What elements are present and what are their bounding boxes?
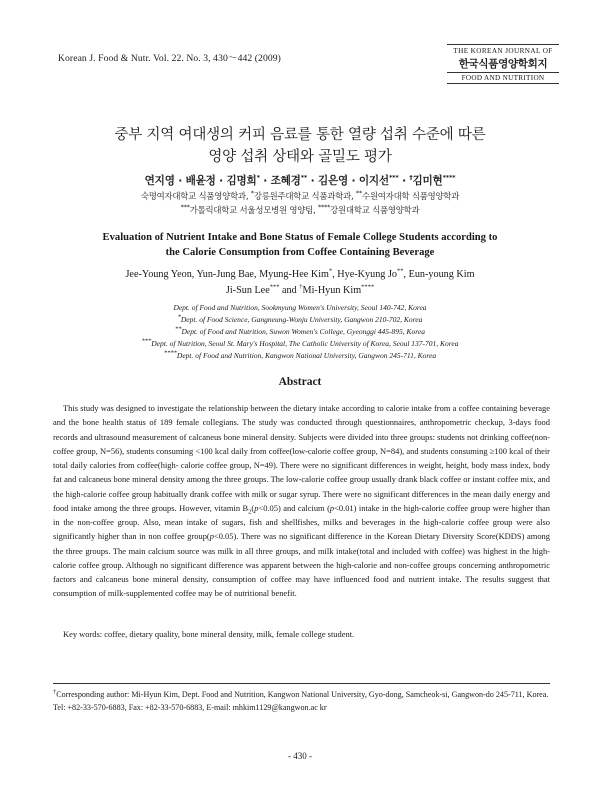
affiliation-mark: ****	[442, 173, 456, 182]
p-value-symbol: p	[254, 502, 259, 513]
affiliation-mark: ***	[388, 173, 399, 182]
affiliation-mark: *	[177, 313, 181, 321]
english-author: Mi-Hyun Kim	[302, 285, 362, 296]
affiliation-text: Dept. of Food and Nutrition, Suwon Women's College, Gyeonggi 445-895, Korea	[181, 327, 426, 336]
affiliation-mark: ****	[317, 203, 331, 212]
journal-name-ko: 한국식품영양학회지	[458, 58, 548, 70]
korean-author: 김미현	[412, 175, 443, 187]
korean-author: 연지영	[144, 175, 175, 187]
corresponding-mark: †	[409, 173, 413, 182]
masthead-bottom-rule	[447, 83, 559, 84]
affiliation-text: Dept. of Food and Nutrition, Sookmyung Women's University, Seoul 140-742, Korea	[173, 303, 427, 312]
affiliation-mark: *	[328, 267, 333, 275]
english-authors-line-1	[40, 269, 560, 280]
affiliation-text: Dept. of Nutrition, Seoul St. Mary's Hospital, The Catholic University of Korea, Seoul 137-701, Korea	[151, 339, 459, 348]
korean-author: 배윤정	[185, 175, 216, 187]
korean-title-line-2: 영양 섭취 상태와 골밀도 평가	[208, 149, 392, 165]
english-author: Ji-Sun Lee	[225, 285, 270, 296]
abstract-text: <0.05) and calcium (	[258, 502, 330, 513]
separator: ,	[332, 269, 335, 280]
korean-author: 김명희	[226, 175, 257, 187]
affiliation-mark: *	[250, 189, 254, 198]
english-author: Myung-Hee Kim	[259, 269, 329, 280]
affiliation-mark: ***	[141, 337, 152, 345]
korean-affiliation: 강릉원주대학교 식품과학과,	[253, 191, 354, 201]
affiliation-mark: ***	[180, 203, 190, 212]
abstract-text: This study was designed to investigate the relationship between the dietary intake according to calorie intake from a coffee containing beverage and the bone health status of 189 female collegians. The study was conducted through questionnaires, anthropometric checkup, 3-days food records and ultrasound measurement of calcaneus bone mineral density. Subjects were divided into three groups: students not drinking coffee(non-coffee group, N=56), students consuming <100 kcal daily from coffee(low-calorie coffee group, N=84), and students consuming ≥100 kcal of their total daily calories from coffee(high- calorie coffee group, N=49). There were no significant differences in weight, height, body mass index, body fat and calcaneus bone mineral density among the three groups. The low-calorie coffee group usually drank black coffee or instant coffee mix, and the high-calorie coffee group habitually drank coffee with milk or sugar syrup. There were no significant differences in the mean daily energy and food intake among the three groups. However, vitamin B	[53, 403, 550, 513]
english-affiliation	[40, 315, 560, 324]
korean-affiliation: 숙명여자대학교 식품영양학과,	[140, 191, 249, 201]
english-affiliation	[40, 339, 560, 348]
korean-affiliation: 수원여자대학 식품영양학과	[362, 191, 460, 201]
korean-affiliations-line-2	[40, 204, 560, 216]
english-affiliation	[40, 327, 560, 336]
korean-title-line-1: 중부 지역 여대생의 커피 음료를 통한 열량 섭취 수준에 따른	[114, 127, 486, 143]
keywords: Key words: coffee, dietary quality, bone mineral density, milk, female college student.	[63, 629, 355, 639]
separator: ·	[259, 175, 271, 187]
p-value-symbol: p	[329, 502, 335, 513]
english-author: Jee-Young Yeon,	[125, 269, 195, 280]
korean-author: 김은영	[317, 175, 349, 187]
english-authors-line-2	[40, 285, 560, 296]
journal-masthead	[447, 44, 559, 84]
corresponding-author-footnote	[53, 688, 550, 714]
abstract-text: <0.05). There was no significant difference in the Korean Dietary Diversity Score(KDDS) among the three groups. The main calcium source was milk in all three groups, and milk intake(total and included with coffee) was highest in the high-calorie coffee group. Although no significant difference was apparent between the high-calorie and non-coffee groups concerning anthropometric factors and calcaneus bone mineral density, consumption of coffee may have influenced food and nutrient intake. The results suggest that consumption of milk-supplemented coffee may be of nutritional benefit.	[53, 531, 550, 599]
journal-name-en-top: THE KOREAN JOURNAL OF	[453, 47, 553, 55]
footnote-rule	[53, 683, 550, 684]
korean-author: 이지선	[358, 175, 389, 187]
separator: ·	[174, 175, 186, 187]
affiliation-text: Dept. of Food and Nutrition, Kangwon National University, Gangwon 245-711, Korea	[176, 351, 437, 360]
affiliation-mark: **	[174, 325, 182, 333]
english-author: Yun-Jung Bae,	[196, 269, 257, 280]
separator: ·	[307, 175, 318, 187]
affiliation-mark: **	[355, 189, 363, 198]
separator: ,	[403, 269, 407, 280]
english-affiliation	[40, 351, 560, 360]
affiliation-mark: ****	[361, 283, 375, 291]
journal-name-en-bottom: FOOD AND NUTRITION	[461, 74, 545, 82]
separator: ·	[348, 175, 359, 187]
korean-affiliations-line-1	[40, 190, 560, 202]
separator: ·	[215, 175, 227, 187]
english-author: Hye-Kyung Jo	[337, 269, 397, 280]
abstract-heading: Abstract	[278, 376, 322, 388]
english-affiliation	[40, 303, 560, 312]
page-number: - 430 -	[288, 751, 312, 761]
affiliation-text: Dept. of Food Science, Gangneung-Wonju University, Gangwon 210-702, Korea	[180, 315, 423, 324]
korean-affiliation: 가톨릭대학교 서울성모병원 영양팀,	[189, 205, 316, 215]
corresponding-mark: †	[299, 283, 303, 291]
separator: ·	[398, 175, 410, 187]
korean-author-list	[40, 173, 560, 188]
english-title-line-2: the Calorie Consumption from Coffee Containing Beverage	[165, 247, 435, 258]
abstract-body	[53, 401, 550, 601]
korean-author: 조혜경	[270, 175, 301, 187]
corresponding-mark: †	[53, 688, 57, 696]
affiliation-mark: ***	[269, 283, 280, 291]
abstract-text: (	[251, 502, 255, 513]
korean-affiliation: 강원대학교 식품영양학과	[330, 205, 420, 215]
english-title-line-1: Evaluation of Nutrient Intake and Bone Status of Female College Students according to	[102, 232, 498, 243]
subscript: 2	[248, 508, 252, 516]
footnote-text: Corresponding author: Mi-Hyun Kim, Dept. Food and Nutrition, Kangwon National University, Gyo-dong, Samcheok-si, Gangwon-do 245-711, Korea. Tel: +82-33-570-6883, Fax: +82-33-570-6883, E-mail: mhkim1129@kangwon.ac kr	[53, 690, 549, 712]
affiliation-mark: *	[256, 173, 260, 182]
english-author: Eun-young Kim	[408, 269, 475, 280]
affiliation-mark: **	[397, 267, 404, 275]
affiliation-mark: **	[300, 173, 308, 182]
journal-citation: Korean J. Food & Nutr. Vol. 22. No. 3, 430～442 (2009)	[58, 53, 281, 64]
p-value-symbol: p	[209, 531, 214, 542]
abstract-text: <0.01) intake in the high-calorie coffee group were higher than in the non-coffee group. Also, mean intake of sugars, fish and shellfishes, milks and beverages in the high-calorie coffee group were also significantly higher than in non coffee group(	[53, 502, 550, 542]
affiliation-mark: ****	[163, 349, 177, 357]
conjunction: and	[282, 285, 297, 296]
